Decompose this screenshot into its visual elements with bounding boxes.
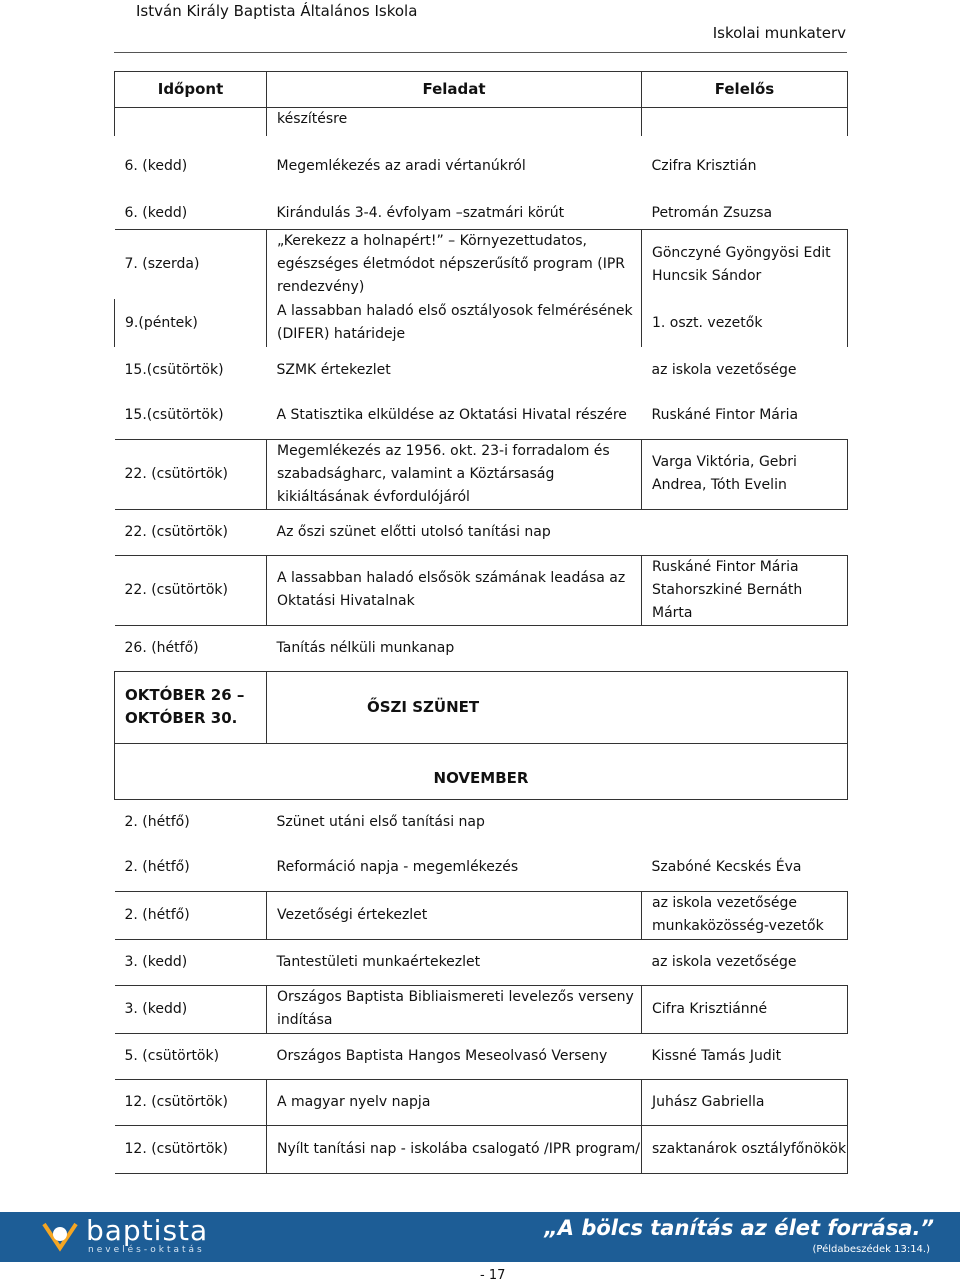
row-date: 6. (kedd) — [124, 204, 188, 221]
row-date: 2. (hétfő) — [124, 859, 190, 876]
header-date: Időpont — [115, 72, 267, 108]
page-number: - 17 — [480, 1268, 506, 1283]
row-task: „Kerekezz a holnapért!” – Környezettudatos, egészséges életmódot népszerűsítő program (IPR rendezvény) — [267, 230, 642, 300]
autumn-break-row — [115, 671, 848, 743]
logo-subtitle: nevelés-oktatás — [88, 1245, 205, 1255]
table-row — [115, 1125, 848, 1173]
row-owner: Petromán Zsuzsa — [651, 204, 773, 221]
row-date: 22. (csütörtök) — [115, 439, 267, 509]
row-task: készítésre — [267, 108, 642, 136]
row-task: Az őszi szünet előtti utolsó tanítási nap — [276, 523, 551, 540]
row-date: 6. (kedd) — [124, 158, 188, 174]
table-row — [115, 393, 848, 439]
row-owner: Gönczyné Gyöngyösi Edit Huncsik Sándor — [642, 230, 848, 300]
row-date: 15.(csütörtök) — [124, 361, 224, 378]
table-row — [115, 891, 848, 939]
footer-quote-source: (Példabeszédek 13:14.) — [812, 1244, 930, 1255]
row-task: A magyar nyelv napja — [267, 1079, 642, 1125]
table-row — [115, 299, 848, 347]
schedule-table — [114, 71, 848, 1174]
table-row — [115, 136, 848, 198]
row-task: SZMK értekezlet — [276, 361, 391, 378]
month-heading-row — [115, 743, 848, 799]
table-row — [115, 985, 848, 1033]
row-date: 3. (kedd) — [115, 985, 267, 1033]
table-row — [115, 845, 848, 891]
row-date: 22. (csütörtök) — [124, 523, 228, 540]
row-owner: Czifra Krisztián — [651, 158, 757, 174]
row-owner: Szabóné Kecskés Éva — [651, 859, 802, 876]
table-row — [115, 555, 848, 625]
row-task: Szünet utáni első tanítási nap — [276, 813, 485, 830]
row-owner: Kissné Tamás Judit — [651, 1047, 782, 1064]
row-task: Kirándulás 3-4. évfolyam –szatmári körút — [276, 204, 565, 221]
row-owner — [642, 509, 848, 555]
document-title: Iskolai munkaterv — [712, 24, 846, 42]
row-date: 15.(csütörtök) — [124, 407, 224, 424]
table-row — [115, 1079, 848, 1125]
row-owner: szaktanárok osztályfőnökök — [642, 1125, 848, 1173]
row-date: 12. (csütörtök) — [115, 1079, 267, 1125]
row-date: 22. (csütörtök) — [115, 555, 267, 625]
logo-text: baptista — [86, 1214, 209, 1247]
row-owner: Ruskáné Fintor Mária Stahorszkiné Bernáth Márta — [642, 555, 848, 625]
row-task: A lassabban haladó első osztályosok felmérésének (DIFER) határideje — [267, 299, 642, 347]
row-task: Megemlékezés az 1956. okt. 23-i forradalom és szabadságharc, valamint a Köztársaság kikiáltásának évfordulójáról — [267, 439, 642, 509]
row-date: 3. (kedd) — [124, 953, 188, 970]
row-task: Országos Baptista Hangos Meseolvasó Verseny — [276, 1047, 608, 1064]
row-owner: Cifra Krisztiánné — [642, 985, 848, 1033]
row-owner — [642, 799, 848, 845]
school-name: István Király Baptista Általános Iskola — [136, 2, 418, 20]
row-owner: az iskola vezetősége munkaközösség-vezetők — [642, 891, 848, 939]
row-date: 9.(péntek) — [115, 299, 267, 347]
row-owner: az iskola vezetősége — [651, 953, 797, 970]
break-dates: OKTÓBER 26 – OKTÓBER 30. — [115, 671, 267, 743]
header-owner: Felelős — [642, 72, 848, 108]
row-task: Vezetőségi értekezlet — [267, 891, 642, 939]
row-date: 12. (csütörtök) — [115, 1125, 267, 1173]
table-row — [115, 625, 848, 671]
table-row — [115, 939, 848, 985]
row-date: 2. (hétfő) — [124, 813, 190, 830]
row-task: Tanítás nélküli munkanap — [276, 639, 455, 656]
row-task: A Statisztika elküldése az Oktatási Hivatal részére — [276, 407, 627, 424]
table-row — [115, 108, 848, 136]
row-owner: az iskola vezetősége — [651, 361, 797, 378]
row-date — [115, 108, 267, 136]
header-task: Feladat — [267, 72, 642, 108]
row-date: 7. (szerda) — [115, 230, 267, 300]
row-owner: Ruskáné Fintor Mária — [651, 407, 799, 424]
break-title: ŐSZI SZÜNET — [267, 671, 848, 743]
table-row — [115, 799, 848, 845]
row-owner: Varga Viktória, Gebri Andrea, Tóth Evelin — [642, 439, 848, 509]
table-row — [115, 230, 848, 300]
row-date: 5. (csütörtök) — [124, 1047, 220, 1064]
row-task: Reformáció napja - megemlékezés — [276, 859, 519, 876]
baptista-logo-icon — [40, 1218, 80, 1256]
row-owner: Juhász Gabriella — [642, 1079, 848, 1125]
footer-quote: „A bölcs tanítás az élet forrása.” — [544, 1216, 934, 1240]
row-date: 26. (hétfő) — [124, 639, 199, 656]
footer-banner — [0, 1212, 960, 1262]
table-row — [115, 1033, 848, 1079]
table-row — [115, 509, 848, 555]
table-header-row — [115, 72, 848, 108]
row-task: Országos Baptista Bibliaismereti levelezős verseny indítása — [267, 985, 642, 1033]
month-heading: NOVEMBER — [115, 743, 848, 799]
table-row — [115, 439, 848, 509]
row-owner — [642, 625, 848, 671]
header-divider — [114, 52, 847, 53]
row-owner: 1. oszt. vezetők — [642, 299, 848, 347]
row-date: 2. (hétfő) — [115, 891, 267, 939]
row-owner — [642, 108, 848, 136]
row-task: Nyílt tanítási nap - iskolába csalogató /IPR program/ — [267, 1125, 642, 1173]
row-task: Tantestületi munkaértekezlet — [276, 953, 481, 970]
row-task: A lassabban haladó elsősök számának leadása az Oktatási Hivatalnak — [267, 555, 642, 625]
table-row — [115, 198, 848, 230]
row-task: Megemlékezés az aradi vértanúkról — [276, 158, 526, 174]
table-row — [115, 347, 848, 393]
